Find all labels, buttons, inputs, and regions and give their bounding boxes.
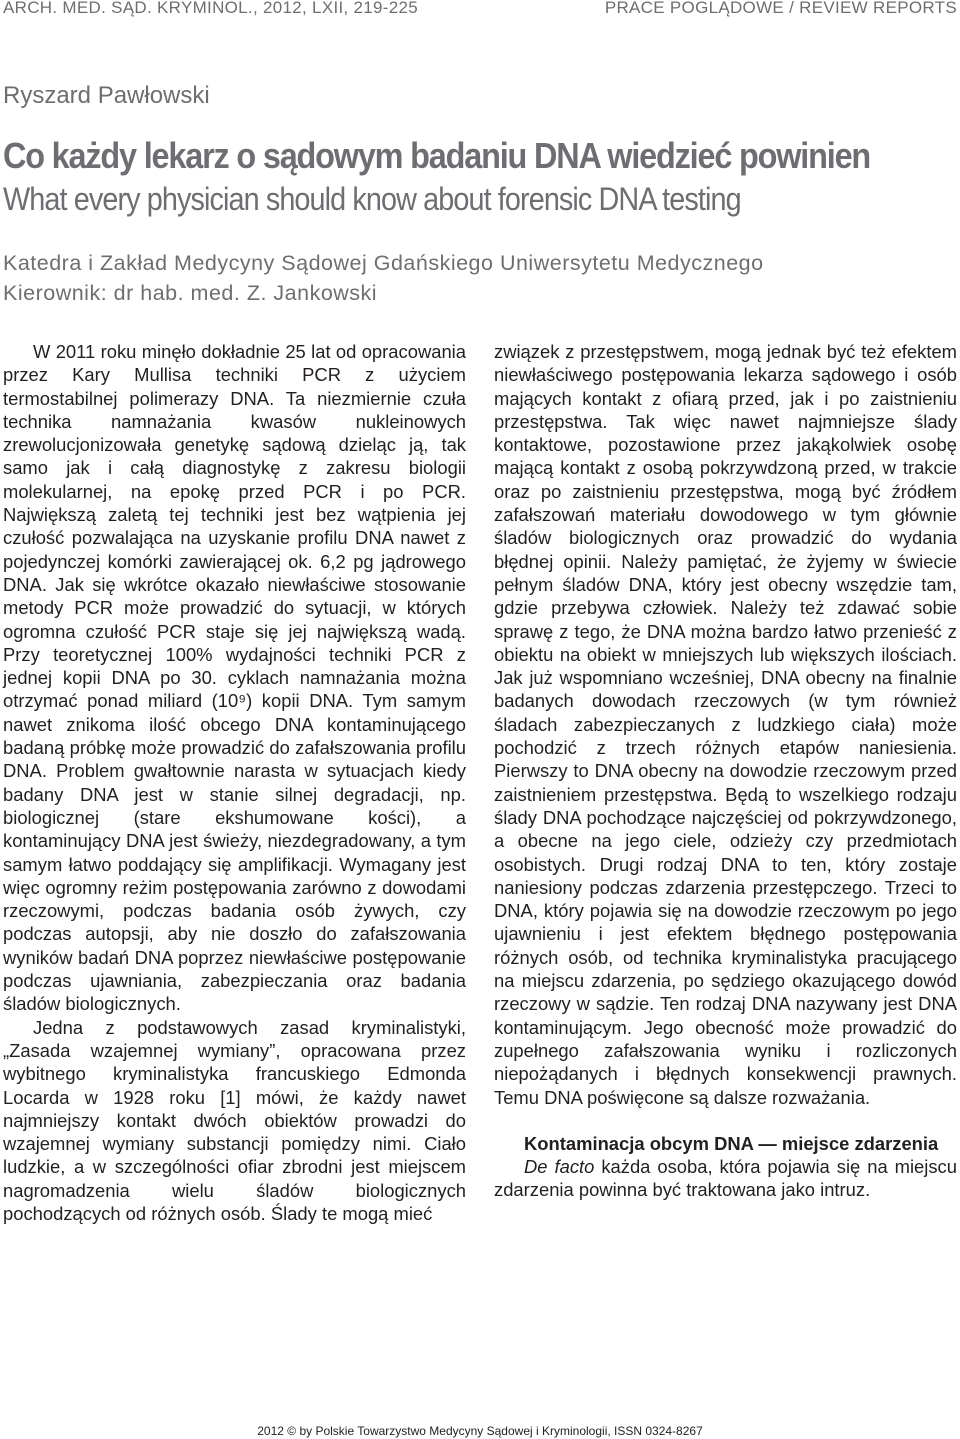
paragraph-section-text: każda osoba, która pojawia się na miejscu zdarzenia powinna być traktowana jako intruz. (494, 1156, 957, 1201)
affiliation-department: Katedra i Zakład Medycyny Sądowej Gdańskiego Uniwersytetu Medycznego (3, 251, 764, 275)
article-category: PRACE POGLĄDOWE / REVIEW REPORTS (604, 0, 957, 17)
copyright-footer: 2012 © by Polskie Towarzystwo Medycyny Sądowej i Kryminologii, ISSN 0324-8267 (257, 1424, 703, 1438)
italic-term: De facto (524, 1156, 595, 1178)
body-column-right (494, 340, 957, 1202)
paragraph-locard: Jedna z podstawowych zasad kryminalistyki, „Zasada wzajemnej wymiany”, opracowana przez wybitnego kryminalistyka francuskiego Edmonda Locarda w 1928 roku [1] mówi, że każdy nawet najmniejszy kontakt dwóch obiektów prowadzi do wzajemnej wymiany substancji pomiędzy nimi. Ciało ludzkie, a w szczególności ofiar zbrodni jest miejscem nagromadzenia wielu śladów biologicznych pochodzących od różnych osób. Ślady te mogą mieć (3, 1016, 466, 1224)
section-heading: Kontaminacja obcym DNA — miejsce zdarzenia (524, 1132, 939, 1154)
affiliation-head: Kierownik: dr hab. med. Z. Jankowski (3, 281, 378, 305)
paragraph-intro: W 2011 roku minęło dokładnie 25 lat od opracowania przez Kary Mullisa techniki PCR z użyciem termostabilnej polimerazy DNA. Ta niezmiernie czuła technika namnażania kwasów nukleinowych zrewolucjonizowała genetykę sądową dzieląc ją, tak samo jak i całą diagnostykę z zakresu biologii molekularnej, na epokę przed PCR i po PCR. Największą zaletą tej techniki jest bez wątpienia jej czułość pozwalająca na uzyskanie profilu DNA nawet z pojedynczej komórki zawierającej ok. 6,2 pg jądrowego DNA. Jak się wkrótce okazało niewłaściwe stosowanie metody PCR może prowadzić do sytuacji, w których ogromna czułość PCR staje się jej największą wadą. Przy teoretycznej 100% wydajności techniki PCR z jednej kopii DNA po 30. cyklach namnażania można otrzymać ponad miliard (10⁹) kopii DNA. Tym samym nawet znikoma ilość obcego DNA kontaminującego badaną próbkę może prowadzić do zafałszowania profilu DNA. Problem gwałtownie narasta w sytuacjach kiedy badany DNA jest w stanie silnej degradacji, np. biologicznej (stare ekshumowane kości), a kontaminujący DNA jest świeży, niezdegradowany, a tym samym łatwo poddający się amplifikacji. Wymagany jest więc ogromny reżim postępowania zarówno z dowodami rzeczowymi, podczas badania osób żywych, czy podczas autopsji, aby nie doszło do zafałszowania wyników badań DNA poprzez niewłaściwe postępowanie podczas ujawniania, zabezpieczania oraz badania śladów biologicznych. (3, 341, 466, 1015)
article-subtitle: What every physician should know about forensic DNA testing (3, 181, 741, 217)
paragraph-section (494, 1155, 957, 1202)
paragraph-continued: związek z przestępstwem, mogą jednak być też efektem niewłaściwego postępowania lekarza sądowego i osób mających kontakt z ofiarą przed, jak i po zaistnieniu przestępstwa. Tak więc nawet najmniejsze ślady kontaktowe, pozostawione przez jakąkolwiek osobę mającą kontakt z osobą pokrzywdzoną przed, w trakcie oraz po zaistnieniu przestępstwa, mogą być źródłem zafałszowań materiału dowodowego w tym głównie śladów biologicznych oraz prowadzić do wydania błędnej opinii. Należy pamiętać, że żyjemy w świecie pełnym śladów DNA, który jest obecny wszędzie tam, gdzie przebywa człowiek. Należy też zdawać sobie sprawę z tego, że DNA można bardzo łatwo przenieść z obiektu na obiekt w mniejszych lub większych ilościach. Jak już wspomniano wcześniej, DNA obecny na finalnie badanych dowodach rzeczowych (w tym również śladach zabezpieczanych z ludzkiego ciała) może pochodzić z trzech różnych etapów naniesienia. Pierwszy to DNA obecny na dowodzie rzeczowym przed zaistnieniem przestępstwa. Będą to wszelkiego rodzaju ślady DNA pochodzące najczęściej od pokrzywdzonego, a obecne na jego ciele, odzieży czy przedmiotach osobistych. Drugi rodzaj DNA to ten, który zostaje naniesiony podczas zdarzenia przestępczego. Trzeci to DNA, który pojawia się na dowodzie rzeczowym po jego ujawnieniu i jest efektem błędnego postępowania różnych osób, od technika kryminalistyka pracującego na miejscu zdarzenia, po sędziego okazującego dowód rzeczowy w sądzie. Ten rodzaj DNA nazywany jest DNA kontaminującym. Jego obecność może prowadzić do zupełnego zafałszowania wyniku i rozliczonych niepożądanych i błędnych konsekwencji prawnych. Temu DNA poświęcone są dalsze rozważania. (494, 341, 957, 1108)
article-title: Co każdy lekarz o sądowym badaniu DNA wiedzieć powinien (3, 135, 871, 176)
running-head (0, 0, 960, 24)
body-column-left (3, 340, 466, 1225)
affiliation (3, 248, 764, 308)
journal-citation: ARCH. MED. SĄD. KRYMINOL., 2012, LXII, 219-225 (3, 0, 419, 17)
author-name: Ryszard Pawłowski (3, 82, 210, 109)
